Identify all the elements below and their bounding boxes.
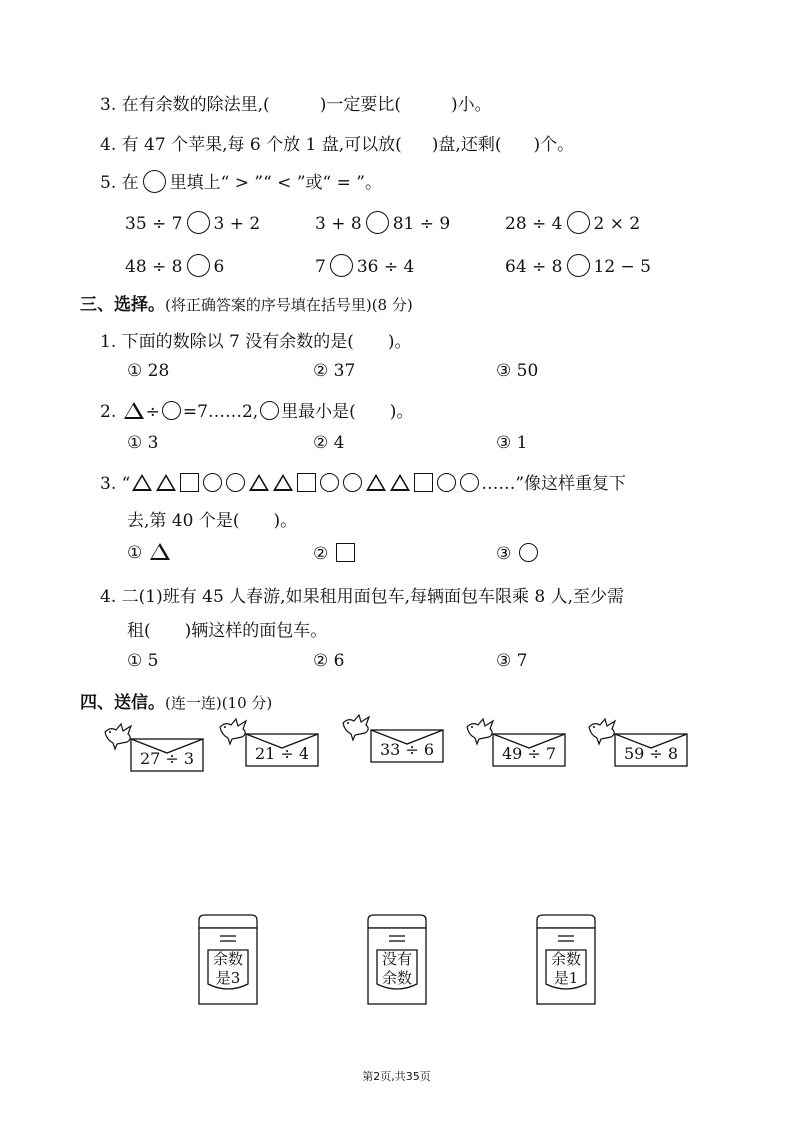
option-a[interactable]: ① 28 <box>127 361 170 381</box>
envelope-label: 49 ÷ 7 <box>501 744 557 763</box>
compare-circle[interactable] <box>330 254 353 277</box>
circle-icon <box>343 473 362 492</box>
question-3-3-line2: 去,第 40 个是( )。 <box>127 511 298 531</box>
compare-item: 64 ÷ 8 12 − 5 <box>505 254 651 277</box>
square-icon <box>297 473 316 492</box>
option-b[interactable]: ② 6 <box>313 651 345 671</box>
compare-item: 48 ÷ 8 6 <box>125 254 224 277</box>
square-icon <box>180 473 199 492</box>
envelope[interactable] <box>614 733 688 767</box>
pigeon-icon <box>103 722 135 752</box>
option-b[interactable]: ② 4 <box>313 433 345 453</box>
question-3-2: 2. ÷ =7……2, 里最小是( )。 <box>100 402 414 422</box>
circle-icon <box>226 473 245 492</box>
envelope-label: 33 ÷ 6 <box>379 740 435 759</box>
triangle-icon <box>156 474 176 491</box>
triangle-icon <box>150 543 170 560</box>
compare-item: 28 ÷ 4 2 × 2 <box>505 211 640 234</box>
envelope[interactable] <box>245 733 319 767</box>
page-footer: 第2页,共35页 <box>362 1070 431 1083</box>
square-icon <box>336 543 355 562</box>
envelope-label: 59 ÷ 8 <box>623 744 679 763</box>
question-2-4: 4. 有 47 个苹果,每 6 个放 1 盘,可以放( )盘,还剩( )个。 <box>100 135 575 155</box>
section-title-4: 四、送信。(连一连)(10 分) <box>80 693 273 713</box>
question-3-4: 4. 二(1)班有 45 人春游,如果租用面包车,每辆面包车限乘 8 人,至少需 <box>100 587 624 607</box>
triangle-icon <box>366 474 386 491</box>
option-b[interactable]: ② 37 <box>313 361 356 381</box>
envelope[interactable] <box>130 738 204 772</box>
envelope-label: 21 ÷ 4 <box>254 744 310 763</box>
circle-icon <box>260 401 279 420</box>
triangle-icon <box>249 474 269 491</box>
option-c[interactable]: ③ 1 <box>496 433 528 453</box>
envelope-label: 27 ÷ 3 <box>139 749 195 768</box>
compare-circle[interactable] <box>366 211 389 234</box>
circle-icon <box>143 170 166 193</box>
circle-icon <box>162 401 181 420</box>
mailbox[interactable] <box>533 914 599 1006</box>
option-c[interactable]: ③ 50 <box>496 361 539 381</box>
compare-item: 7 36 ÷ 4 <box>315 254 414 277</box>
mailbox-label: 余数是3 <box>212 950 243 987</box>
option-c[interactable]: ③ 7 <box>496 651 528 671</box>
triangle-icon <box>124 402 144 419</box>
triangle-icon <box>132 474 152 491</box>
compare-circle[interactable] <box>187 211 210 234</box>
circle-icon <box>320 473 339 492</box>
question-3-4-line2: 租( )辆这样的面包车。 <box>127 621 328 641</box>
envelope[interactable] <box>492 733 566 767</box>
option-a[interactable]: ① <box>127 543 172 563</box>
circle-icon <box>460 473 479 492</box>
shape-sequence <box>130 474 481 494</box>
circle-icon <box>519 543 538 562</box>
question-2-3: 3. 在有余数的除法里,( )一定要比( )小。 <box>100 95 492 115</box>
option-c[interactable]: ③ <box>496 543 540 564</box>
envelope[interactable] <box>370 729 444 763</box>
question-text: 有 47 个苹果,每 6 个放 1 盘,可以放( <box>121 135 402 155</box>
pigeon-icon <box>465 717 497 747</box>
pigeon-icon <box>341 713 373 743</box>
compare-item: 35 ÷ 7 3 + 2 <box>125 211 260 234</box>
triangle-icon <box>390 474 410 491</box>
question-3-3: 3. “ ……”像这样重复下 <box>100 474 627 494</box>
mailbox-label: 余数是1 <box>550 950 581 987</box>
option-b[interactable]: ② <box>313 543 357 564</box>
question-3-1: 1. 下面的数除以 7 没有余数的是( )。 <box>100 332 412 352</box>
circle-icon <box>203 473 222 492</box>
mailbox-label: 没有余数 <box>381 950 412 987</box>
section-title-3: 三、选择。(将正确答案的序号填在括号里)(8 分) <box>80 295 413 315</box>
compare-circle[interactable] <box>567 254 590 277</box>
option-a[interactable]: ① 5 <box>127 651 159 671</box>
circle-icon <box>437 473 456 492</box>
mailbox[interactable] <box>195 914 261 1006</box>
triangle-icon <box>273 474 293 491</box>
question-text: 在有余数的除法里,( <box>121 95 270 115</box>
pigeon-icon <box>587 717 619 747</box>
compare-item: 3 + 8 81 ÷ 9 <box>315 211 450 234</box>
square-icon <box>414 473 433 492</box>
option-a[interactable]: ① 3 <box>127 433 159 453</box>
compare-circle[interactable] <box>567 211 590 234</box>
pigeon-icon <box>218 717 250 747</box>
mailbox[interactable] <box>364 914 430 1006</box>
compare-circle[interactable] <box>187 254 210 277</box>
question-2-5: 5. 在 里填上“ > ”“ < ”或“ = ”。 <box>100 168 382 193</box>
